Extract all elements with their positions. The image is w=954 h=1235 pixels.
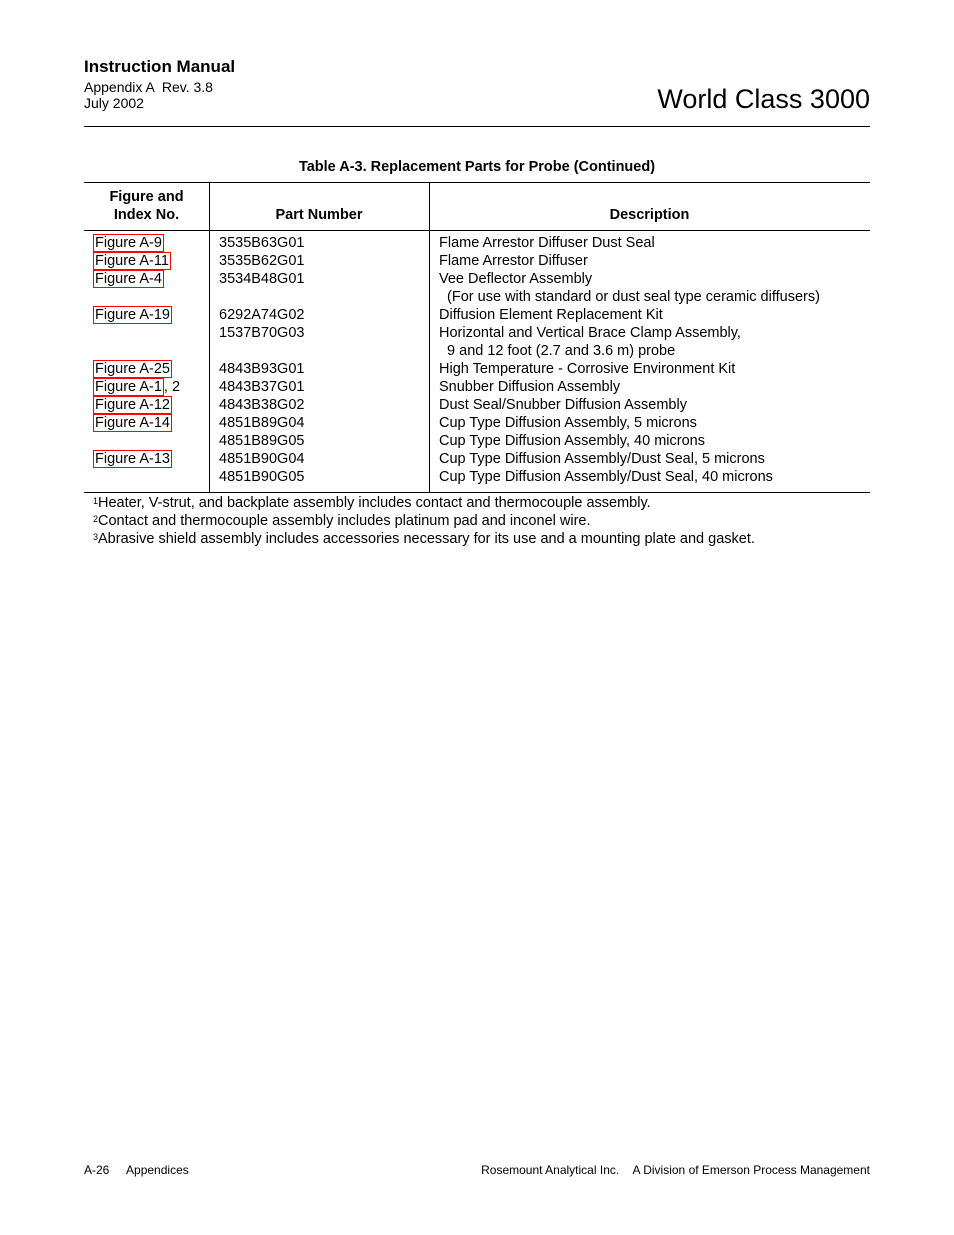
column-header-figure-line2: Index No. bbox=[113, 207, 180, 223]
footer-section: Appendices bbox=[126, 1163, 189, 1177]
figure-link[interactable]: Figure A-11 bbox=[95, 253, 169, 269]
table-caption: Table A-3. Replacement Parts for Probe (Continued) bbox=[298, 159, 656, 175]
description-cell: Cup Type Diffusion Assembly, 40 microns bbox=[439, 433, 705, 449]
description-cell: Diffusion Element Replacement Kit bbox=[439, 307, 663, 323]
appendix-revision: Appendix A Rev. 3.8 bbox=[84, 79, 213, 95]
figure-cell bbox=[93, 234, 164, 252]
footnote-mark: 3 bbox=[93, 532, 99, 542]
column-header-figure-line1: Figure and bbox=[109, 189, 184, 205]
description-cell: Flame Arrestor Diffuser Dust Seal bbox=[439, 235, 655, 251]
description-cell: Vee Deflector Assembly bbox=[439, 271, 593, 287]
publication-date: July 2002 bbox=[84, 95, 144, 111]
footnote-text: Abrasive shield assembly includes accessories necessary for its use and a mounting plate and gasket. bbox=[98, 531, 755, 547]
figure-link[interactable]: Figure A-14 bbox=[95, 415, 170, 431]
footer-right bbox=[481, 1163, 870, 1177]
manual-title: Instruction Manual bbox=[84, 57, 236, 76]
figure-cell bbox=[93, 270, 164, 288]
part-number-cell: 4851B89G05 bbox=[219, 433, 305, 449]
header-divider bbox=[84, 126, 870, 127]
footnote-text: Heater, V-strut, and backplate assembly includes contact and thermocouple assembly. bbox=[98, 495, 651, 511]
column-header-description: Description bbox=[609, 207, 690, 223]
description-cell: Cup Type Diffusion Assembly/Dust Seal, 5 microns bbox=[439, 451, 765, 467]
footnote bbox=[93, 530, 755, 548]
part-number-cell: 4851B90G05 bbox=[219, 469, 305, 485]
part-number-cell: 3535B63G01 bbox=[219, 235, 305, 251]
column-header-figure bbox=[84, 188, 209, 224]
description-cell: (For use with standard or dust seal type ceramic diffusers) bbox=[439, 289, 820, 305]
description-cell: Snubber Diffusion Assembly bbox=[439, 379, 621, 395]
figure-cell bbox=[93, 306, 172, 324]
footnote bbox=[93, 494, 755, 512]
description-cell: Flame Arrestor Diffuser bbox=[439, 253, 588, 269]
header-row-divider bbox=[84, 230, 870, 231]
figure-cell bbox=[93, 396, 172, 414]
part-number-cell: 4851B89G04 bbox=[219, 415, 305, 431]
footnote-mark: 1 bbox=[93, 496, 99, 506]
part-number-cell: 6292A74G02 bbox=[219, 307, 305, 323]
footnote-text: Contact and thermocouple assembly includes platinum pad and inconel wire. bbox=[98, 513, 591, 529]
description-cell: Cup Type Diffusion Assembly/Dust Seal, 40 microns bbox=[439, 469, 773, 485]
part-number-cell: 4843B38G02 bbox=[219, 397, 305, 413]
description-cell: High Temperature - Corrosive Environment Kit bbox=[439, 361, 736, 377]
figure-cell bbox=[93, 252, 171, 270]
figure-link[interactable]: Figure A-12 bbox=[95, 397, 170, 413]
page-number: A-26 bbox=[84, 1163, 110, 1177]
parts-table bbox=[84, 182, 870, 493]
figure-link[interactable]: Figure A-1 bbox=[95, 379, 162, 395]
description-cell: 9 and 12 foot (2.7 and 3.6 m) probe bbox=[439, 343, 676, 359]
footer-company: Rosemount Analytical Inc. bbox=[481, 1163, 620, 1177]
figure-link[interactable]: Figure A-19 bbox=[95, 307, 170, 323]
figure-link[interactable]: Figure A-4 bbox=[95, 271, 162, 287]
footer-division: A Division of Emerson Process Management bbox=[632, 1163, 870, 1177]
part-number-cell: 3535B62G01 bbox=[219, 253, 305, 269]
footnotes bbox=[93, 494, 755, 548]
part-number-cell: 4843B37G01 bbox=[219, 379, 305, 395]
description-cell: Cup Type Diffusion Assembly, 5 microns bbox=[439, 415, 697, 431]
description-cell: Horizontal and Vertical Brace Clamp Assembly, bbox=[439, 325, 741, 341]
figure-cell bbox=[93, 360, 172, 378]
footer-left bbox=[84, 1163, 189, 1177]
description-cell: Dust Seal/Snubber Diffusion Assembly bbox=[439, 397, 687, 413]
column-header-part-number: Part Number bbox=[275, 207, 363, 223]
figure-index-suffix: , 2 bbox=[163, 379, 181, 395]
figure-link[interactable]: Figure A-9 bbox=[95, 235, 162, 251]
part-number-cell: 1537B70G03 bbox=[219, 325, 305, 341]
figure-cell bbox=[93, 378, 180, 396]
figure-cell bbox=[93, 450, 172, 468]
footnote-mark: 2 bbox=[93, 514, 99, 524]
figure-cell bbox=[93, 414, 172, 432]
part-number-cell: 4851B90G04 bbox=[219, 451, 305, 467]
part-number-cell: 3534B48G01 bbox=[219, 271, 305, 287]
figure-link[interactable]: Figure A-13 bbox=[95, 451, 170, 467]
footnote bbox=[93, 512, 755, 530]
product-name: World Class 3000 bbox=[657, 84, 870, 114]
part-number-cell: 4843B93G01 bbox=[219, 361, 305, 377]
figure-link[interactable]: Figure A-25 bbox=[95, 361, 170, 377]
header-meta bbox=[84, 79, 213, 111]
